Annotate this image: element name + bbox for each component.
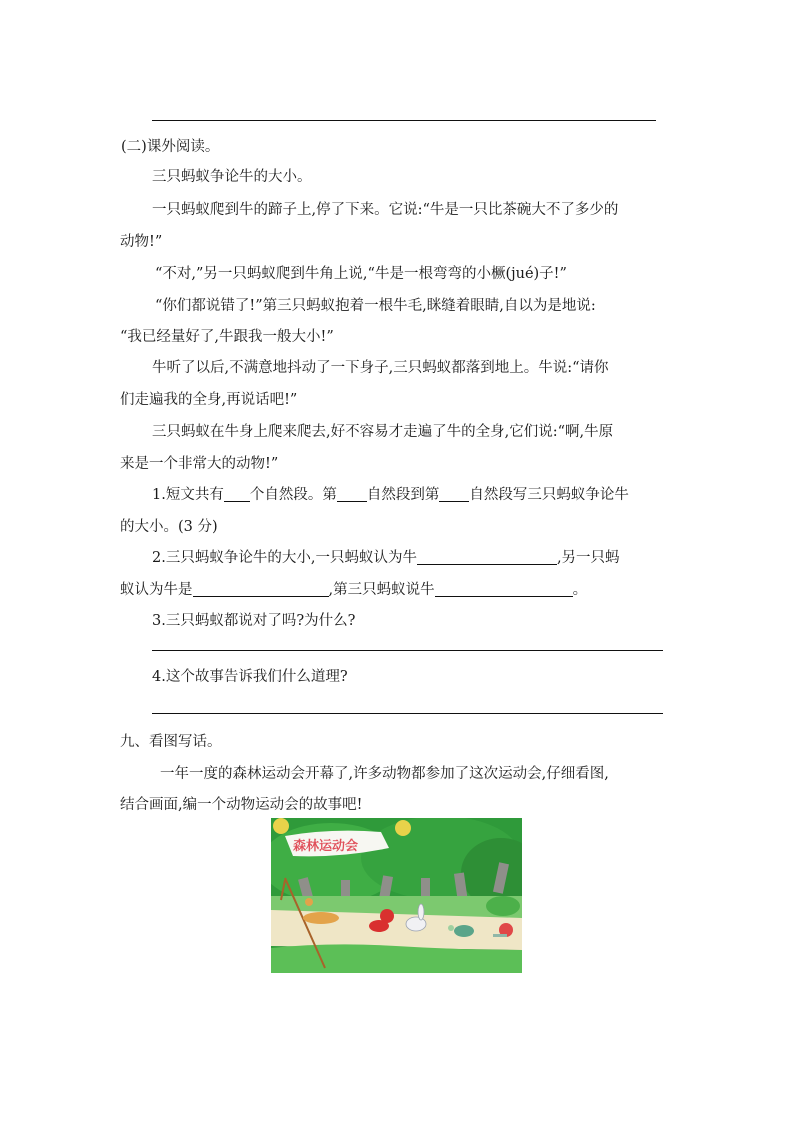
question-1-text-a: 1.短文共有	[152, 487, 224, 503]
question-2-text-d: ,第三只蚂蚁说牛	[328, 582, 435, 598]
question-3: 3.三只蚂蚁都说对了吗?为什么?	[152, 613, 356, 629]
paragraph-5-line-2: 来是一个非常大的动物!”	[120, 456, 279, 472]
question-1-blank-start[interactable]	[337, 485, 367, 502]
paragraph-4-line-1: 牛听了以后,不满意地抖动了一下身子,三只蚂蚁都落到地上。牛说:“请你	[152, 360, 609, 376]
question-2-line-2	[120, 578, 587, 599]
paragraph-1-line-1: 一只蚂蚁爬到牛的蹄子上,停了下来。它说:“牛是一只比茶碗大不了多少的	[152, 202, 619, 218]
question-4-answer-line[interactable]	[152, 713, 663, 714]
question-1-text-d: 自然段写三只蚂蚁争论牛	[469, 487, 629, 503]
forest-scene-illustration	[271, 818, 522, 973]
question-2-text-e: 。	[572, 582, 588, 598]
question-1-line-1	[152, 483, 629, 504]
question-2-text-b: ,另一只蚂	[556, 550, 620, 566]
paragraph-2: “不对,”另一只蚂蚁爬到牛角上说,“牛是一根弯弯的小橛(jué)子!”	[155, 266, 567, 282]
question-1-text-c: 自然段到第	[366, 487, 440, 503]
question-2-blank-third-ant[interactable]	[435, 580, 573, 597]
writing-prompt-line-2: 结合画面,编一个动物运动会的故事吧!	[120, 797, 363, 813]
story-title: 三只蚂蚁争论牛的大小。	[152, 169, 312, 185]
question-4: 4.这个故事告诉我们什么道理?	[152, 669, 348, 685]
question-1-blank-end[interactable]	[439, 485, 469, 502]
paragraph-5-line-1: 三只蚂蚁在牛身上爬来爬去,好不容易才走遍了牛的全身,它们说:“啊,牛原	[152, 424, 614, 440]
writing-prompt-line-1: 一年一度的森林运动会开幕了,许多动物都参加了这次运动会,仔细看图,	[160, 766, 609, 782]
question-2-blank-first-ant[interactable]	[417, 548, 557, 565]
question-2-blank-second-ant[interactable]	[193, 580, 329, 597]
paragraph-4-line-2: 们走遍我的全身,再说话吧!”	[120, 392, 298, 408]
question-2-text-c: 蚁认为牛是	[120, 582, 193, 598]
section-heading-reading: (二)课外阅读。	[121, 139, 220, 155]
question-1-blank-count[interactable]	[224, 485, 250, 502]
question-2-line-1	[152, 546, 620, 567]
paragraph-3-line-2: “我已经量好了,牛跟我一般大小!”	[120, 329, 334, 345]
paragraph-3-line-1: “你们都说错了!”第三只蚂蚁抱着一根牛毛,眯缝着眼睛,自以为是地说:	[155, 298, 596, 314]
answer-line-previous[interactable]	[152, 120, 656, 121]
forest-sports-meet-picture	[271, 818, 522, 973]
section-heading-writing: 九、看图写话。	[120, 734, 222, 750]
banner-text: 森林运动会	[293, 839, 359, 854]
question-1-text-b: 个自然段。第	[249, 487, 337, 503]
paragraph-1-line-2: 动物!”	[120, 234, 163, 250]
question-2-text-a: 2.三只蚂蚁争论牛的大小,一只蚂蚁认为牛	[152, 550, 417, 566]
question-1-line-2: 的大小。(3 分)	[120, 519, 218, 535]
question-3-answer-line[interactable]	[152, 650, 663, 651]
